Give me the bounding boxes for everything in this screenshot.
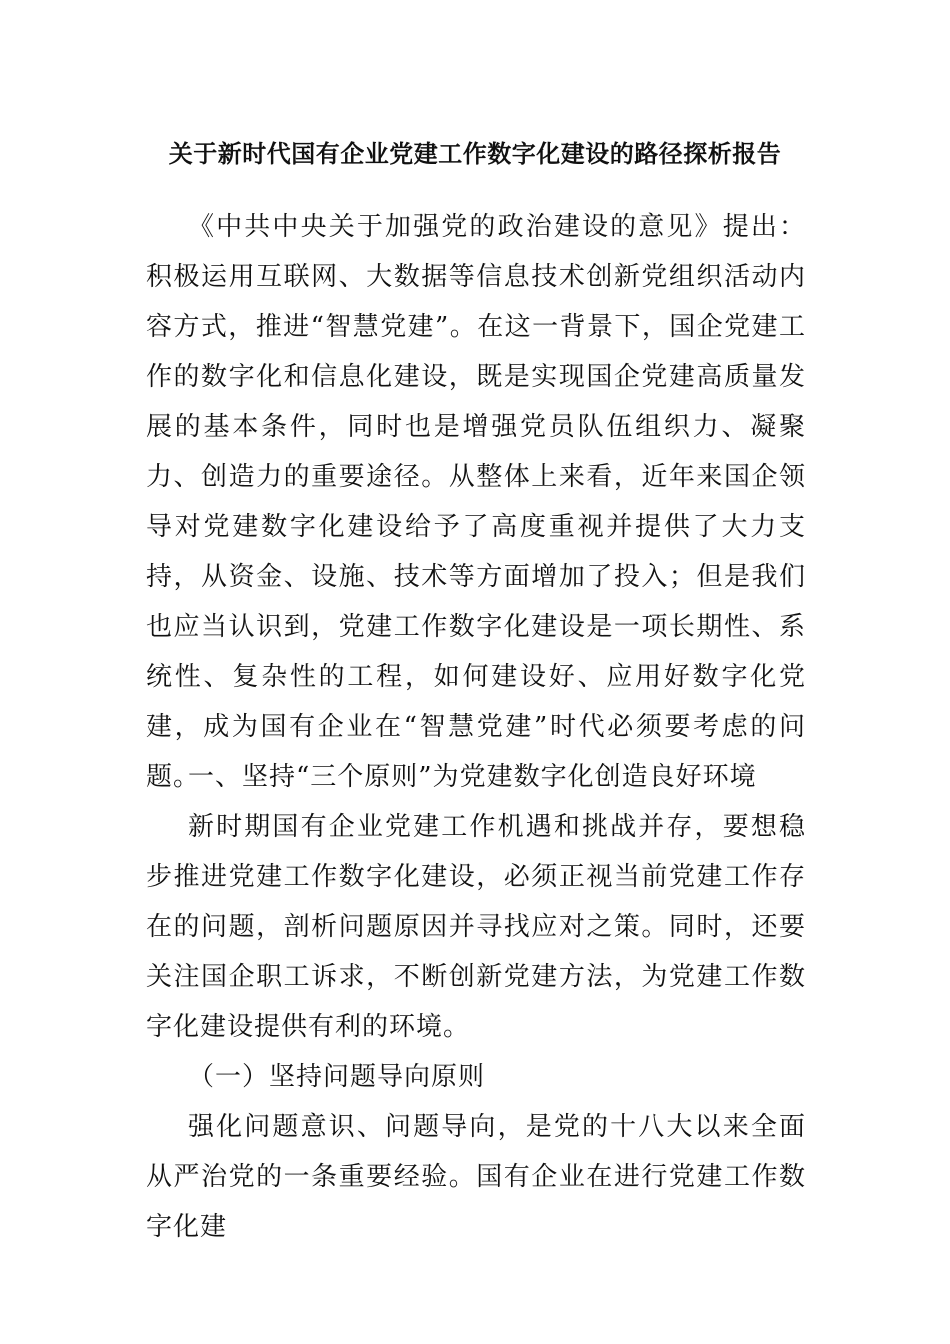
document-title: 关于新时代国有企业党建工作数字化建设的路径探析报告: [168, 139, 782, 168]
section-one-paragraph: 新时期国有企业党建工作机遇和挑战并存，要想稳步推进党建工作数字化建设，必须正视当前党建工作存在的问题，剖析问题原因并寻找应对之策。同时，还要关注国企职工诉求，不断创新党建方法，为党建工作数字化建设提供有利的环境。: [146, 812, 806, 1042]
subsection-heading: （一）坚持问题导向原则: [188, 1062, 486, 1092]
subsection-paragraph: 强化问题意识、问题导向，是党的十八大以来全面从严治党的一条重要经验。国有企业在进行党建工作数字化建: [146, 1112, 806, 1242]
section-one-heading: 一、坚持“三个原则”为党建数字化创造良好环境: [188, 762, 757, 792]
intro-paragraph: 《中共中央关于加强党的政治建设的意见》提出：积极运用互联网、大数据等信息技术创新党组织活动内容方式，推进“智慧党建”。在这一背景下，国企党建工作的数字化和信息化建设，既是实现国企党建高质量发展的基本条件，同时也是增强党员队伍组织力、凝聚力、创造力的重要途径。从整体上来看，近年来国企领导对党建数字化建设给予了高度重视并提供了大力支持，从资金、设施、技术等方面增加了投入；但是我们也应当认识到，党建工作数字化建设是一项长期性、系统性、复杂性的工程，如何建设好、应用好数字化党建，成为国有企业在“智慧党建”时代必须要考虑的问题。: [146, 212, 806, 792]
